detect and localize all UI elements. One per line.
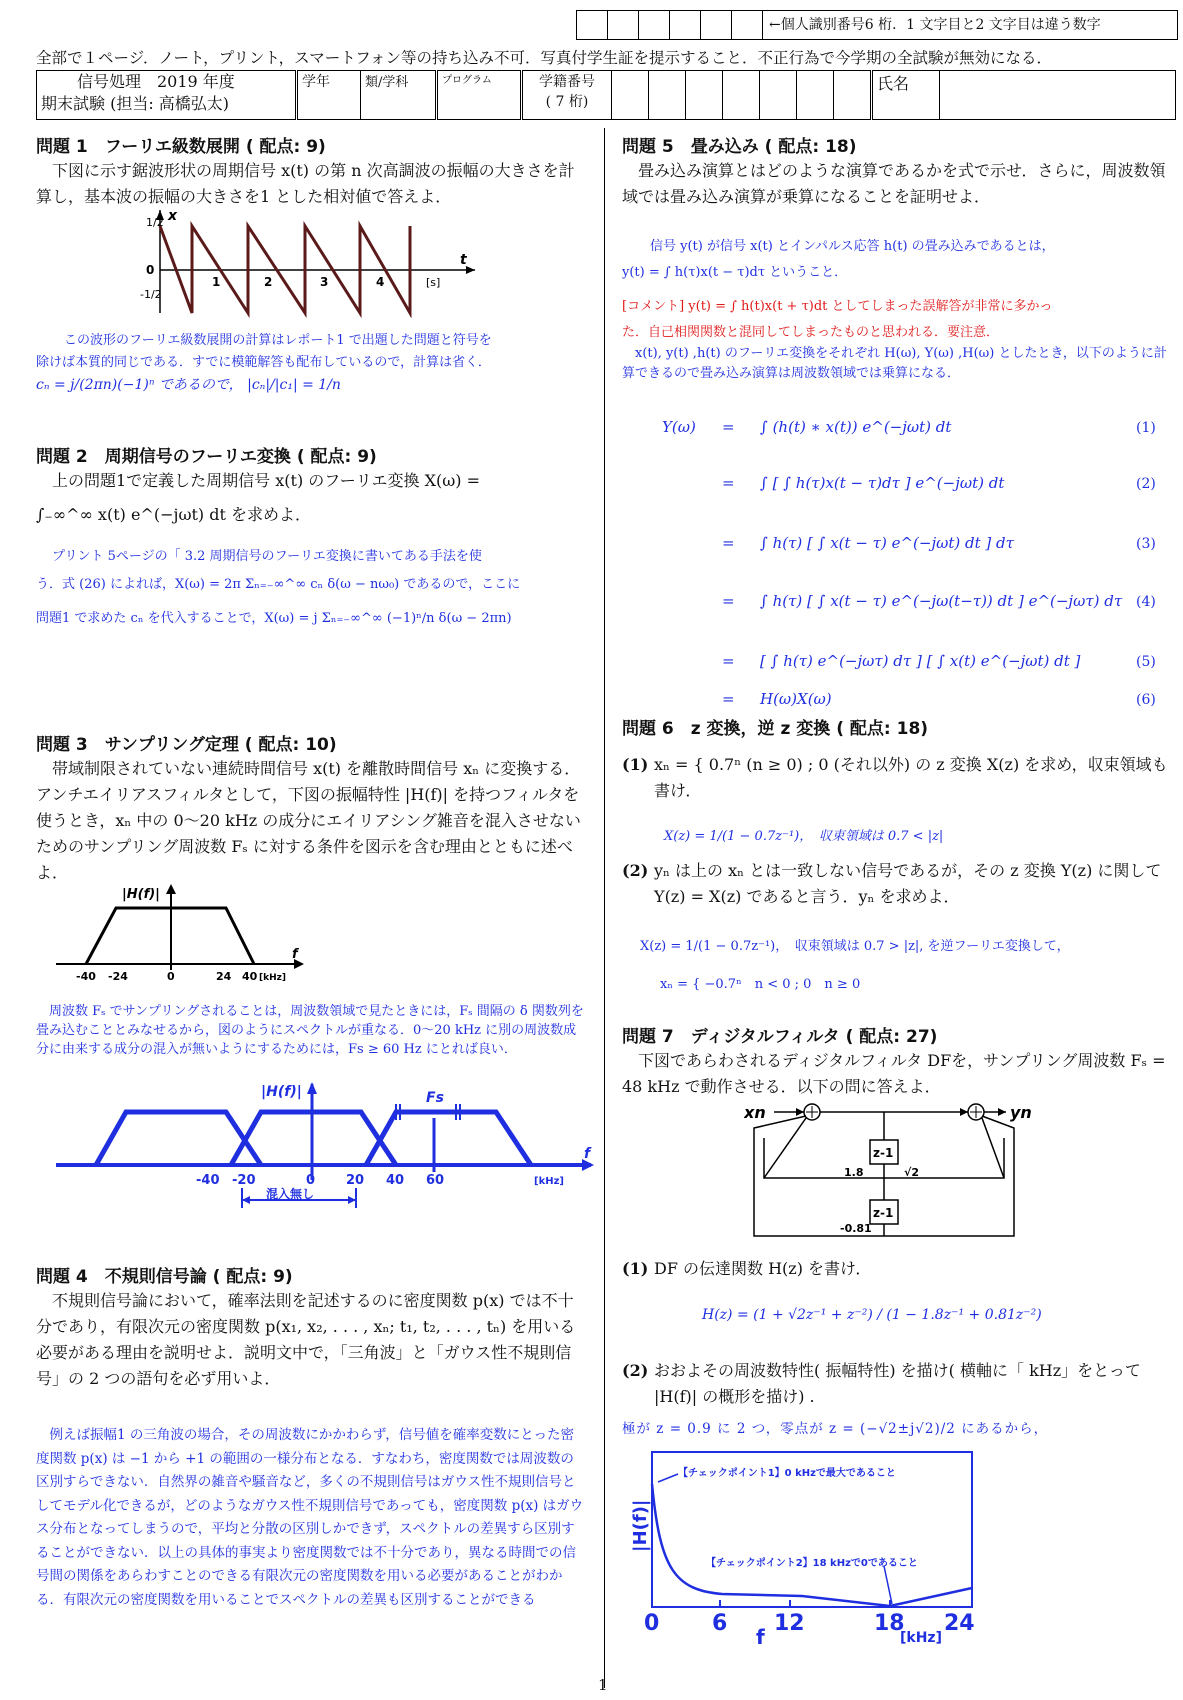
y-axis-label: |H(f)| (630, 1499, 651, 1552)
q6-part1-answer: X(z) = 1/(1 − 0.7z⁻¹)， 収束領域は 0.7 < |z| (664, 829, 944, 844)
q7-title: 問題 7 ディジタルフィルタ ( 配点: 27) (622, 1027, 938, 1047)
no-aliasing-label: 混入無し (266, 1187, 315, 1201)
q1-text: 下図に示す鋸波形状の周期信号 x(t) の第 n 次高調波の振幅の大きさを計算し，基本波の振幅の大きさを1 とした相対値で答えよ． (36, 161, 575, 206)
eq-sign: = (722, 652, 735, 670)
page-number: 1 (598, 1676, 608, 1694)
delay-label: z-1 (873, 1146, 894, 1160)
x-tick-2: 2 (264, 275, 273, 289)
x-axis-label: t (460, 252, 467, 268)
q7-part2-answer: 極が z = 0.9 に 2 つ，零点が z = (−√2±j√2)/2 にあるから， (622, 1421, 1049, 1437)
eq-sign: = (722, 592, 735, 610)
x-tick: 20 (346, 1173, 365, 1188)
notice: 全部で１ページ．ノート，プリント，スマートフォン等の持ち込み不可．写真付学生証を提示すること．不正行為で今学期の全試験が無効になる． (36, 49, 1053, 67)
q6-part2: (2) yₙ は上の xₙ とは一致しない信号であるが，その z 変換 Y(z) に関して Y(z) = X(z) であると言う．yₙ を求めよ． (622, 861, 1162, 906)
q3-text: 帯域制限されていない連続時間信号 x(t) を離散時間信号 xₙ に変換する．アンチエイリアスフィルタとして，下図の振幅特性 |H(f)| を持つフィルタを使うとき，xₙ 中の 0〜20 kHz の成分にエイリアシング雑音を混入させないためのサンプリング周波数 Fₛ に対する条件を図示を含む理由とともに述べよ． (36, 759, 581, 882)
q4-title: 問題 4 不規則信号論 ( 配点: 9) (36, 1267, 293, 1287)
q6-title: 問題 6 z 変換，逆 z 変換 ( 配点: 18) (622, 719, 929, 739)
y-top-label: 1/2 (146, 216, 164, 229)
x-tick: 40 (242, 970, 258, 982)
x-tick: 0 (167, 970, 175, 982)
q1-sawtooth-figure (140, 208, 480, 318)
student-id-label: 学籍番号 ( 7 桁) (522, 71, 612, 120)
unit-label: [s] (426, 276, 441, 289)
x-tick: 18 (874, 1611, 905, 1636)
q1-answer: この波形のフーリエ級数展開の計算はレポート1 で出題した問題と符号を 除けば本質的同じである．すでに模範解答も配布しているので，計算は省く． cₙ = j/(2πn)(−1)ⁿ であるので， |cₙ|/|c₁| = 1/n (36, 333, 492, 393)
unit-label: [kHz] (259, 973, 286, 982)
q3-answer: 周波数 Fₛ でサンプリングされることは，周波数領域で見たときには，Fₛ 間隔の δ 関数列を畳み込むこととみなせるから，図のようにスペクトルが重なる．0〜20 kHz に別の周波数成分に由来する成分の混入が無いようにするためには，Fs ≥ 60 Hz にとれば良い． (36, 1004, 584, 1057)
coef-3: -0.81 (840, 1222, 872, 1235)
y-axis-label: x (168, 208, 178, 224)
eq-sign: = (722, 534, 735, 552)
coef-2: √2 (904, 1166, 919, 1179)
q5-title: 問題 5 畳み込み ( 配点: 18) (622, 137, 857, 157)
eq3-num: (3) (1136, 536, 1156, 552)
q7-part1: (1) DF の伝達関数 H(z) を書け． (622, 1259, 872, 1278)
id-digit[interactable] (612, 71, 649, 120)
magnitude-curve (652, 1484, 972, 1606)
eq6-rhs: H(ω)X(ω) (760, 690, 832, 708)
eq-sign: = (722, 418, 735, 436)
q4-answer: 例えば振幅1 の三角波の場合，その周波数にかかわらず，信号値を確率変数にとった密度関数 p(x) は −1 から +1 の範囲の一様分布となる．すなわち，密度関数では周波数の区別すらできない．自然界の雑音や騒音など，多くの不規則信号はガウス性不規則信号としてモデル化できるが，どのようなガウス性不規則信号であっても，密度関数 p(x) はガウス分布となってしまうので，平均と分散の区別しかできず，スペクトルの差異すら区別することができない．以上の具体的事実より密度関数では不十分であり，異なる時間での信号間の関係をあらわすことのできる有限次元の密度関数を用いる必要があることがわかる．有限次元の密度関数を用いることでスペクトルの差異も区別することができる (36, 1427, 584, 1608)
unit-label: [kHz] (900, 1630, 942, 1646)
check-point-1: 【チェックポイント1】0 kHzで最大であること (678, 1468, 896, 1479)
delay-label: z-1 (873, 1206, 894, 1220)
program-field[interactable]: プログラム (437, 71, 522, 120)
x-tick: 24 (216, 970, 232, 982)
q4-text: 不規則信号論において，確率法則を記述するのに密度関数 p(x) では不十分であり，有限次元の密度関数 p(x₁, x₂, . . . , xₙ; t₁, t₂, . . . , tₙ) を用いる必要がある理由を説明せよ．説明文中で，「三角波」と「ガウス性不規則信号」の 2 つの語句を必ず用いよ． (36, 1291, 576, 1388)
q7-filter-diagram (744, 1098, 1044, 1238)
id-digit[interactable] (797, 71, 834, 120)
x-tick: 40 (386, 1173, 405, 1188)
id-digit[interactable] (649, 71, 686, 120)
q1-title: 問題 1 フーリエ級数展開 ( 配点: 9) (36, 137, 326, 157)
eq-sign: = (722, 690, 735, 708)
x-tick: -24 (108, 970, 128, 982)
x-tick-0: 0 (146, 263, 155, 277)
q7-magnitude-graph (622, 1448, 982, 1648)
name-field[interactable] (940, 71, 1176, 120)
x-axis-label: f (756, 1625, 765, 1648)
name-label: 氏名 (872, 71, 940, 120)
input-label: xn (744, 1103, 766, 1122)
q3-aliasing-figure (56, 1080, 596, 1220)
x-tick: 0 (644, 1611, 660, 1636)
x-tick-1: 1 (212, 275, 221, 289)
eq1-rhs: ∫ (h(t) ∗ x(t)) e^(−jωt) dt (760, 418, 952, 436)
q2-text: 上の問題1で定義した周期信号 x(t) のフーリエ変換 X(ω) = ∫₋∞^∞ x(t) e^(−jωt) dt を求めよ． (36, 471, 480, 524)
x-tick: -40 (76, 970, 96, 982)
id-box[interactable] (576, 10, 1178, 40)
x-tick-4: 4 (376, 275, 385, 289)
x-tick: 60 (426, 1173, 445, 1188)
check-point-2: 【チェックポイント2】18 kHzで0であること (706, 1558, 918, 1569)
q2-title: 問題 2 周期信号のフーリエ変換 ( 配点: 9) (36, 447, 377, 467)
q7-part1-answer: H(z) = (1 + √2z⁻¹ + z⁻²) / (1 − 1.8z⁻¹ + 0.81z⁻²) (702, 1307, 1042, 1323)
fs-label: Fs (426, 1090, 444, 1106)
x-tick: 6 (712, 1611, 728, 1636)
x-axis-label: f (584, 1146, 591, 1162)
eq5-rhs: [ ∫ h(τ) e^(−jωτ) dτ ] [ ∫ x(t) e^(−jωt) dt ] (760, 652, 1081, 670)
eq4-rhs: ∫ h(τ) [ ∫ x(t − τ) e^(−jω(t−τ)) dt ] e^(−jωτ) dτ (760, 592, 1123, 610)
class-field[interactable]: 類/学科 (361, 71, 437, 120)
y-axis-label: |H(f)| (122, 887, 160, 902)
x-tick: -20 (232, 1173, 256, 1188)
eq2-rhs: ∫ [ ∫ h(τ)x(t − τ)dτ ] e^(−jωt) dt (760, 474, 1005, 492)
year-field[interactable]: 学年 (297, 71, 361, 120)
y-axis-label: |H(f)| (261, 1084, 302, 1100)
x-tick: 12 (774, 1611, 805, 1636)
eq-sign: = (722, 474, 735, 492)
eq1-lhs: Y(ω) (662, 418, 696, 436)
q7-text: 下図であらわされるディジタルフィルタ DFを，サンプリング周波数 Fₛ = 48 kHz で動作させる．以下の問に答えよ． (622, 1051, 1166, 1096)
column-divider (604, 128, 605, 1688)
unit-label: [kHz] (534, 1176, 564, 1187)
x-tick: 0 (306, 1173, 316, 1188)
q6-part2-answer: X(z) = 1/(1 − 0.7z⁻¹)， 収束領域は 0.7 > |z|, を逆フーリエ変換して， xₙ = { −0.7ⁿ n < 0 ; 0 n ≥ 0 (640, 939, 1070, 992)
eq5-num: (5) (1136, 654, 1156, 670)
coef-1: 1.8 (844, 1166, 864, 1179)
q5-text: 畳み込み演算とはどのような演算であるかを式で示せ．さらに，周波数領域では畳み込み演算が乗算になることを証明せよ． (622, 161, 1166, 206)
eq1-num: (1) (1136, 420, 1156, 436)
eq3-rhs: ∫ h(τ) [ ∫ x(t − τ) e^(−jωt) dt ] dτ (760, 534, 1014, 552)
id-digit[interactable] (723, 71, 760, 120)
eq2-num: (2) (1136, 476, 1156, 492)
id-box-note: ←個人識別番号6 桁．1 文字目と2 文字目は違う数字 (769, 17, 1101, 33)
course-line2: 期末試験 (担当: 高橋弘太) (41, 94, 230, 113)
q6-part1: (1) xₙ = { 0.7ⁿ (n ≥ 0) ; 0 (それ以外) の z 変換 X(z) を求め，収束領域も書け． (622, 755, 1168, 800)
x-axis-label: f (292, 947, 298, 962)
id-digit[interactable] (686, 71, 723, 120)
id-digit[interactable] (834, 71, 872, 120)
x-tick: 24 (944, 1611, 975, 1636)
q7-part2: (2) おおよその周波数特性( 振幅特性) を描け( 横軸に「 kHz」をとって |H(f)| の概形を描け) . (622, 1361, 1141, 1406)
eq4-num: (4) (1136, 594, 1156, 610)
x-tick: -40 (196, 1173, 220, 1188)
y-bot-label: -1/2 (140, 288, 162, 301)
id-digit[interactable] (760, 71, 797, 120)
eq6-num: (6) (1136, 692, 1156, 708)
q3-filter-figure (56, 882, 306, 982)
output-label: yn (1010, 1103, 1032, 1122)
q5-answer: 信号 y(t) が信号 x(t) とインパルス応答 h(t) の畳み込みであるとは， y(t) = ∫ h(τ)x(t − τ)dτ ということ． [コメント] y(t) = ∫ h(t)x(t + τ)dt としてしまった誤解答が非常に多かっ た．自己相関関数と混同してしまったものと思われる．要注意． x(t), y(t) ,h(t) のフーリエ変換をそれぞれ H(ω), Y(ω) ,H(ω) としたとき，以下のように計算できるので畳み込み演算は周波数領域では乗算になる． (622, 239, 1167, 381)
header-table (36, 70, 1176, 120)
x-tick-3: 3 (320, 275, 329, 289)
q2-answer: プリント 5ページの「 3.2 周期信号のフーリエ変換に書いてある手法を使 う．式 (26) によれば，X(ω) = 2π Σₙ₌₋∞^∞ cₙ δ(ω − nω₀) であるので，ここに 問題1 で求めた cₙ を代入することで，X(ω) = j Σₙ₌₋∞^∞ (−1)ⁿ/n δ(ω − 2πn) (36, 549, 521, 626)
course-line1: 信号処理 2019 年度 (77, 72, 235, 91)
q3-title: 問題 3 サンプリング定理 ( 配点: 10) (36, 735, 337, 755)
